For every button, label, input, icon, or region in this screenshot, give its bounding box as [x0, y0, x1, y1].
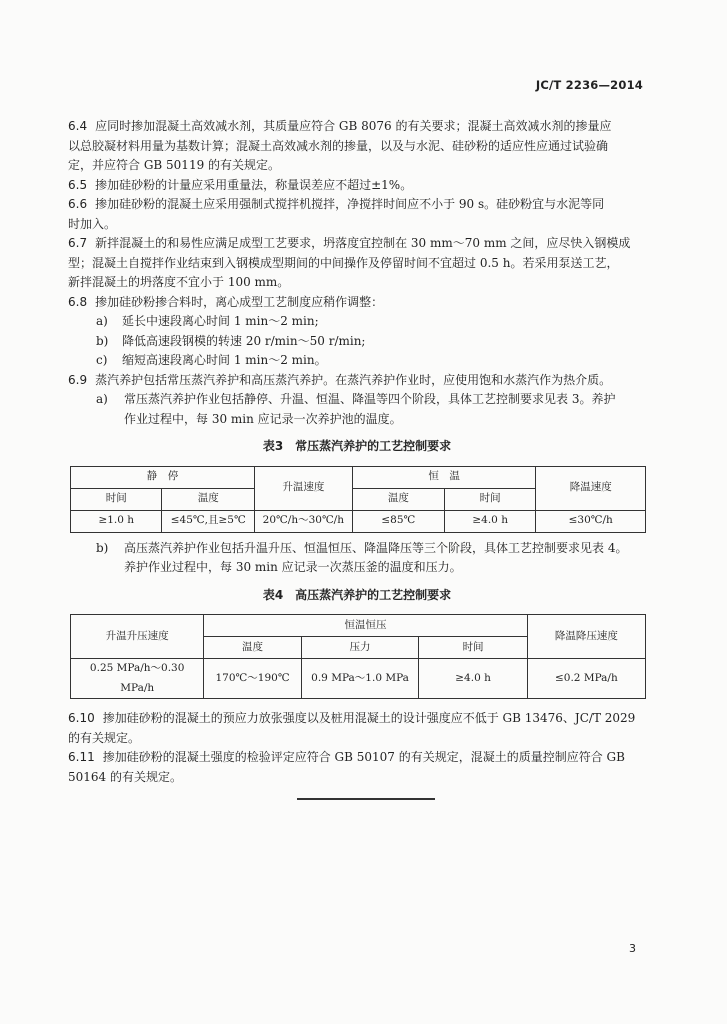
clause-number: 6.11: [68, 750, 95, 764]
table-cell: ≤30℃/h: [536, 510, 646, 532]
clause-text: 掺加硅砂粉掺合料时，离心成型工艺制度应稍作调整：: [95, 294, 384, 309]
end-rule-divider: [297, 798, 435, 800]
clause-number: 6.8: [68, 294, 88, 309]
list-item-text: 缩短高速段离心时间 1 min～2 min。: [122, 353, 327, 367]
table-header: 时间: [444, 488, 535, 510]
table-header: 恒 温: [352, 466, 536, 488]
list-item-text: 延长中速段离心时间 1 min～2 min;: [122, 314, 319, 328]
clause-number: 6.4: [68, 119, 88, 133]
table-header: 降温速度: [536, 466, 646, 510]
table-row: [71, 510, 646, 532]
list-item: [68, 312, 646, 332]
clause-text: 掺加硅砂粉的计量应采用重量法，称量误差应不超过±1%。: [95, 177, 413, 192]
table-header: 时间: [71, 488, 162, 510]
table-header: 温度: [162, 488, 254, 510]
clause-number: 6.7: [68, 236, 88, 250]
clause-6-4-line: 定，并应符合 GB 50119 的有关规定。: [68, 158, 281, 172]
list-item-line: 养护作业过程中，每 30 min 应记录一次蒸压釜的温度和压力。: [124, 560, 462, 574]
list-marker: b): [96, 333, 109, 348]
table-cell: 170℃～190℃: [204, 659, 301, 699]
table-cell: ≥1.0 h: [71, 510, 162, 532]
table4-caption: 表4 高压蒸汽养护的工艺控制要求: [262, 587, 452, 602]
clause-number: 6.6: [68, 197, 88, 211]
clause-text: 掺加硅砂粉的混凝土应采用强制式搅拌机搅拌，净搅拌时间应不小于 90 s。硅砂粉宜与水泥等同: [95, 197, 605, 211]
clause-text: 蒸汽养护包括常压蒸汽养护和高压蒸汽养护。在蒸汽养护作业时，应使用饱和水蒸汽作为热介质。: [95, 372, 612, 387]
clause-6-11: [68, 748, 646, 768]
list-marker: a): [96, 314, 108, 328]
table-cell: 0.25 MPa/h～0.30 MPa/h: [71, 659, 204, 699]
table-row: [71, 659, 646, 699]
table4: [70, 614, 646, 699]
clause-text: 掺加硅砂粉的混凝土强度的检验评定应符合 GB 50107 的有关规定，混凝土的质量控制应符合 GB: [102, 750, 625, 764]
table-cell: ≤45℃,且≥5℃: [162, 510, 254, 532]
list-item: [68, 390, 646, 410]
clause-6-9: [68, 371, 646, 391]
table-cell: ≤85℃: [352, 510, 444, 532]
clause-6-10-line: 的有关规定。: [68, 730, 141, 745]
clause-number: 6.9: [68, 372, 88, 387]
clause-6-4: [68, 117, 646, 137]
clause-number: 6.5: [68, 177, 88, 192]
clause-6-7: [68, 234, 646, 254]
clause-6-11-line: 50164 的有关规定。: [68, 769, 182, 784]
list-item-line: 作业过程中，每 30 min 应记录一次养护池的温度。: [124, 411, 402, 426]
table-header: 压力: [301, 637, 419, 659]
table3: [70, 466, 646, 533]
list-marker: b): [96, 540, 109, 555]
list-item-text: 高压蒸汽养护作业包括升温升压、恒温恒压、降温降压等三个阶段，具体工艺控制要求见表 4。: [124, 540, 628, 555]
clause-number: 6.10: [68, 711, 95, 725]
table-cell: 0.9 MPa～1.0 MPa: [301, 659, 419, 699]
clause-text: 应同时掺加混凝土高效减水剂，其质量应符合 GB 8076 的有关要求；混凝土高效减水剂的掺量应: [95, 119, 612, 133]
page-number: 3: [629, 942, 636, 955]
clause-6-6: [68, 195, 646, 215]
list-item-text: 常压蒸汽养护作业包括静停、升温、恒温、降温等四个阶段，具体工艺控制要求见表 3。养护: [124, 392, 616, 406]
table-header: 温度: [204, 637, 301, 659]
clause-6-7-line: 新拌混凝土的坍落度不宜小于 100 mm。: [68, 275, 290, 289]
list-marker: c): [96, 353, 108, 367]
table-cell: ≥4.0 h: [444, 510, 535, 532]
table-header: 降温降压速度: [527, 615, 645, 659]
table-header: 温度: [352, 488, 444, 510]
clause-6-10: [68, 709, 646, 729]
list-item: [68, 332, 646, 352]
table-header: 升温升压速度: [71, 615, 204, 659]
document-body: [68, 117, 646, 787]
table-cell: 20℃/h～30℃/h: [254, 510, 352, 532]
clause-text: 掺加硅砂粉的混凝土的预应力放张强度以及桩用混凝土的设计强度应不低于 GB 13476、JC/T 2029: [102, 711, 636, 725]
table-header: 升温速度: [254, 466, 352, 510]
standard-code-header: JC/T 2236—2014: [535, 78, 643, 92]
table-header: 时间: [419, 637, 527, 659]
list-item: [68, 351, 646, 371]
clause-6-4-line: 以总胶凝材料用量为基数计算；混凝土高效减水剂的掺量，以及与水泥、硅砂粉的适应性应通过试验确: [68, 138, 609, 153]
table-header: 恒温恒压: [204, 615, 527, 637]
list-item: [68, 539, 646, 559]
table-cell: ≥4.0 h: [419, 659, 527, 699]
clause-6-7-line: 型；混凝土自搅拌作业结束到入钢模成型期间的中间操作及停留时间不宜超过 0.5 h。若采用泵送工艺，: [68, 255, 619, 270]
clause-text: 新拌混凝土的和易性应满足成型工艺要求，坍落度宜控制在 30 mm～70 mm 之间，应尽快入钢模成: [95, 236, 631, 250]
list-item-text: 降低高速段钢模的转速 20 r/min～50 r/min;: [122, 333, 366, 348]
list-marker: a): [96, 392, 108, 406]
table-header: 静 停: [71, 466, 255, 488]
clause-6-5: [68, 176, 646, 196]
clause-6-8: [68, 293, 646, 313]
table3-caption: 表3 常压蒸汽养护的工艺控制要求: [262, 439, 452, 453]
table-cell: ≤0.2 MPa/h: [527, 659, 645, 699]
clause-6-6-line: 时加入。: [68, 216, 117, 231]
